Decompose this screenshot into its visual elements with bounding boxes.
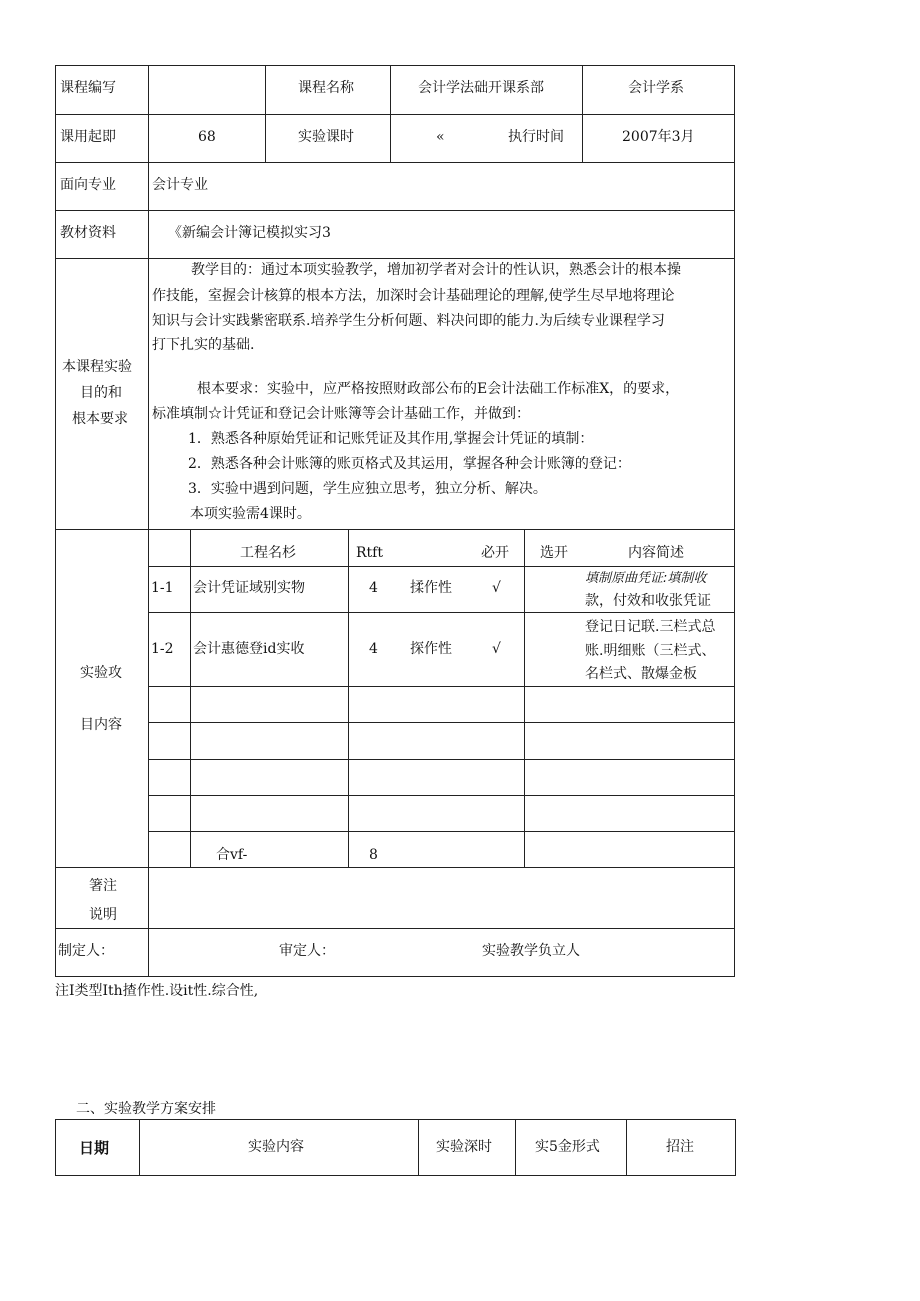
textbook-value: 《新编会计簿记模拟实习3 [168, 225, 331, 241]
purpose-line-1: 教学目的：通过本项实验教学，增加初学者对会计的性认识，熟悉会计的根本操 [191, 262, 681, 278]
col-header-optional: 选开 [540, 545, 568, 561]
exp-name: 会计凭证域别实物 [193, 580, 305, 596]
requirement-line-2: 标准填制☆计凭证和登记会计账簿等会计基础工作，并做到： [152, 406, 530, 422]
schedule-header-date: 日期 [79, 1139, 110, 1157]
reviewer-label: 审定人： [279, 943, 335, 959]
exp-required: √ [492, 641, 501, 657]
total-hours-label: 课用起即 [60, 129, 116, 145]
purpose-line-4: 打下扎实的基础. [152, 337, 255, 353]
exp-desc-2: 账.明细账（三栏式、 [585, 643, 716, 659]
purpose-line-3: 知识与会计实践紫密联系.培养学生分析何题、料决问即的能力.为后续专业课程学习 [152, 313, 665, 329]
maker-label: 制定人： [58, 943, 114, 959]
major-label: 面向专业 [60, 177, 116, 193]
exp-name: 会计惠德登id实收 [193, 641, 305, 657]
schedule-header-hours: 实验深时 [436, 1139, 492, 1155]
section-title: 二、实验教学方案安排 [76, 1101, 216, 1117]
exp-type: 揉作性 [410, 580, 452, 596]
exp-desc-1: 填制原曲凭证:填制收 [585, 571, 707, 586]
lab-hours-value: « [436, 129, 445, 145]
exp-desc-2: 款，付效和收张凭证 [585, 593, 711, 609]
exp-hours: 4 [369, 580, 378, 596]
total-hours: 8 [369, 847, 378, 863]
exp-no: 1-1 [151, 580, 174, 596]
exp-required: √ [492, 580, 501, 596]
objectives-label-2: 目的和 [80, 385, 122, 401]
schedule-header-content: 实验内容 [248, 1139, 304, 1155]
objectives-label-1: 本课程实验 [62, 359, 132, 375]
requirement-line-4: 2．熟悉各种会计账簿的账页格式及其运用，掌握各种会计账簿的登记： [188, 456, 631, 472]
exp-type: 探作性 [410, 641, 452, 657]
exp-desc-1: 登记日记联.三栏式总 [585, 619, 716, 635]
total-hours-value: 68 [198, 129, 216, 145]
lab-hours-label: 实验课时 [298, 129, 354, 145]
col-header-desc: 内容简述 [628, 545, 684, 561]
lab-lead-label: 实验教学负立人 [482, 943, 580, 959]
objectives-label-3: 根本要求 [72, 411, 128, 427]
requirement-line-3: 1．熟悉各种原始凭证和记账凭证及其作用,掌握会计凭证的填制： [188, 431, 594, 447]
experiments-label-2: 目内容 [80, 717, 122, 733]
experiments-label-1: 实验攻 [80, 665, 122, 681]
course-name-label: 课程名称 [298, 80, 354, 96]
notes-label-1: 箸注 [89, 878, 117, 894]
course-name-value: 会计学法础开课系部 [418, 80, 544, 96]
purpose-line-2: 作技能，室握会计核算的根本方法，加深时会计基础理论的理解,使学生尽早地将理论 [152, 288, 675, 304]
exec-time-value: 2007年3月 [622, 129, 695, 145]
requirement-line-5: 3．实验中遇到问题，学生应独立思考，独立分析、解决。 [188, 481, 547, 497]
textbook-label: 教材资料 [60, 225, 116, 241]
requirement-line-6: 本项实验需4课时。 [190, 506, 311, 522]
course-code-label: 课程编写 [60, 80, 116, 96]
notes-label-2: 说明 [89, 907, 117, 923]
department-value: 会计学系 [628, 80, 684, 96]
exp-hours: 4 [369, 641, 378, 657]
footnote: 注Ⅰ类型Ith揸作性.设it性.综合性, [55, 983, 259, 999]
col-header-name: 工程名杉 [240, 545, 296, 561]
col-header-hours: Rtft [356, 545, 383, 561]
major-value: 会计专业 [152, 177, 208, 193]
schedule-header-remark: 招注 [666, 1139, 694, 1155]
exec-time-label: 执行时间 [508, 129, 564, 145]
requirement-line-1: 根本要求：实验中，应严格按照财政部公布的E会计法础工作标准X，的要求， [197, 381, 680, 397]
schedule-header-form: 实5金形式 [535, 1139, 600, 1155]
exp-desc-3: 名栏式、散爆金板 [585, 666, 697, 682]
exp-no: 1-2 [151, 641, 174, 657]
col-header-required: 必开 [481, 545, 509, 561]
total-label: 合vf- [216, 847, 248, 863]
